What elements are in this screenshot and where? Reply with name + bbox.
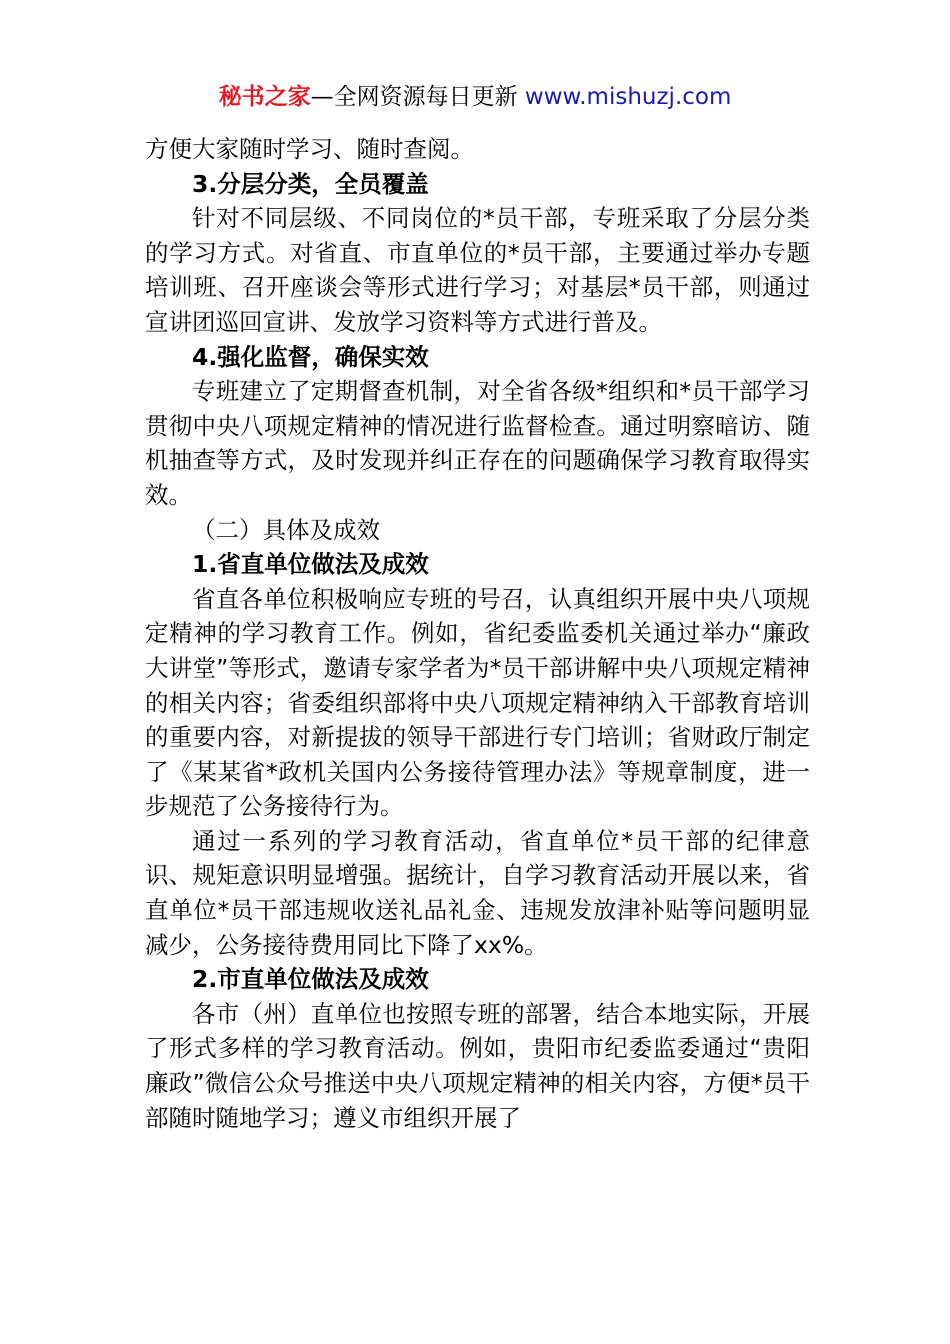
section-heading: 2.市直单位做法及成效	[192, 965, 429, 994]
section-heading: 4.强化监督，确保实效	[192, 342, 429, 371]
site-url-link[interactable]: www.mishuzj.com	[524, 84, 732, 110]
subsection-title: （二）具体及成效	[192, 515, 380, 544]
body-paragraph: 通过一系列的学习教育活动，省直单位*员干部的纪律意识、规矩意识明显增强。据统计，自学习教育活动开展以来，省直单位*员干部违规收送礼品礼金、违规发放津补贴等问题明显减少，公务接待费用同比下降了xx%。	[145, 826, 810, 959]
site-header	[0, 80, 950, 114]
section-heading: 1.省直单位做法及成效	[192, 550, 429, 579]
section-heading: 3.分层分类，全员覆盖	[192, 169, 429, 198]
body-paragraph: 各市（州）直单位也按照专班的部署，结合本地实际，开展了形式多样的学习教育活动。例如，贵阳市纪委监委通过“贵阳廉政”微信公众号推送中央八项规定精神的相关内容，方便*员干部随时随地学习；遵义市组织开展了	[145, 999, 810, 1132]
body-paragraph: 省直各单位积极响应专班的号召，认真组织开展中央八项规定精神的学习教育工作。例如，省纪委监委机关通过举办“廉政大讲堂”等形式，邀请专家学者为*员干部讲解中央八项规定精神的相关内容；省委组织部将中央八项规定精神纳入干部教育培训的重要内容，对新提拔的领导干部进行专门培训；省财政厅制定了《某某省*政机关国内公务接待管理办法》等规章制度，进一步规范了公务接待行为。	[145, 584, 810, 821]
body-paragraph: 专班建立了定期督查机制，对全省各级*组织和*员干部学习贯彻中央八项规定精神的情况进行监督检查。通过明察暗访、随机抽查等方式，及时发现并纠正存在的问题确保学习教育取得实效。	[145, 377, 810, 509]
paragraph-continuation: 方便大家随时学习、随时查阅。	[145, 135, 474, 163]
site-tagline: —全网资源每日更新	[310, 84, 518, 110]
document-body	[145, 132, 810, 1135]
site-brand: 秘书之家	[218, 84, 311, 110]
body-paragraph: 针对不同层级、不同岗位的*员干部，专班采取了分层分类的学习方式。对省直、市直单位的*员干部，主要通过举办专题培训班、召开座谈会等形式进行学习；对基层*员干部，则通过宣讲团巡回宣讲、发放学习资料等方式进行普及。	[145, 204, 810, 336]
